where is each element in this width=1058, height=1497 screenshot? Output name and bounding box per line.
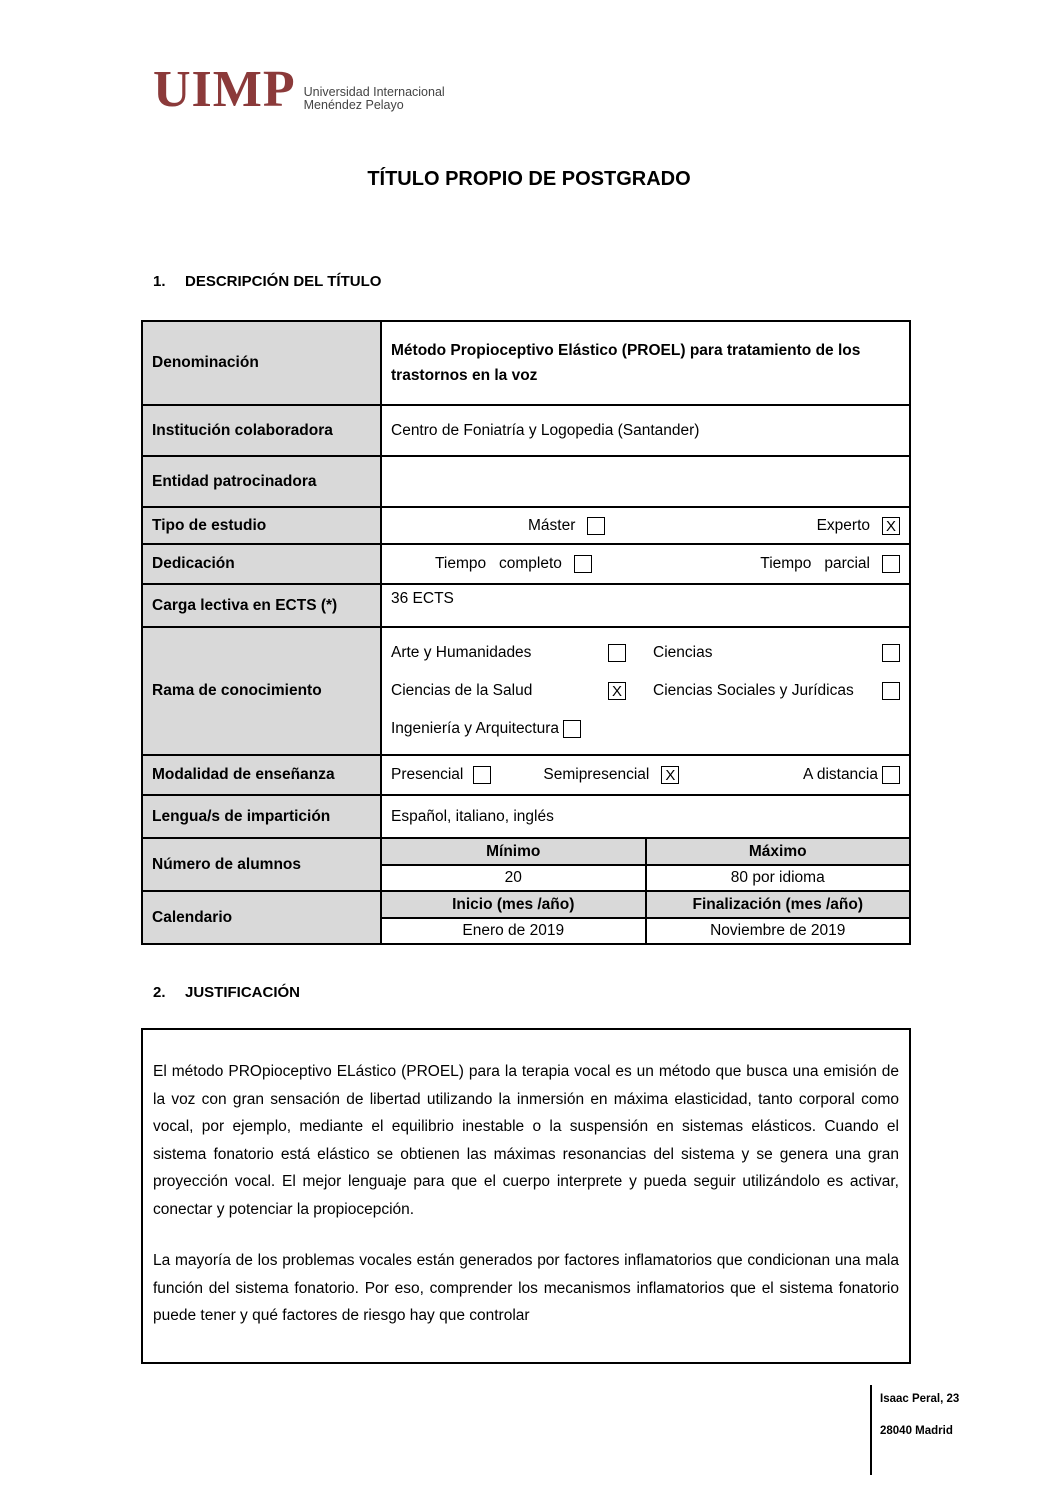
option-ingenieria: Ingeniería y Arquitectura (391, 720, 560, 737)
section-1-heading (153, 273, 381, 290)
row-denominacion (142, 321, 910, 405)
logo-mark: UIMP (153, 61, 296, 118)
uimp-logo (153, 61, 445, 118)
row-tipo-estudio (142, 507, 910, 544)
logo-line-1: Universidad Internacional (303, 85, 445, 99)
row-rama (142, 627, 910, 755)
label-calendario: Calendario (142, 891, 381, 944)
row-dedicacion (142, 544, 910, 584)
option-distancia: A distancia (803, 766, 878, 783)
section-1-number: 1. (153, 273, 166, 290)
row-institucion (142, 405, 910, 456)
title-description-table (141, 320, 911, 945)
footer-address (870, 1385, 959, 1475)
justification-box (141, 1028, 911, 1364)
section-2-number: 2. (153, 984, 166, 1001)
justification-paragraph-1: El método PROpioceptivo ELástico (PROEL) para la terapia vocal es un método que busca una emisión de la voz con gran sensación de libertad utilizando la inmersión en máxima elasticidad, tanto corporal como vocal, por ejemplo, mediante el equilibrio inestable o la suspensión en sistemas elásticos. Cuando el sistema fonatorio está elástico se obtienen las máximas resonancias del sistema y se genera una gran proyección vocal. El mejor lenguaje para que el cuerpo interprete y pueda seguir utilizándolo es activar, conectar y potenciar la propiocepción. (153, 1063, 899, 1218)
header-minimo: Mínimo (382, 839, 646, 865)
row-carga-lectiva (142, 584, 910, 627)
label-institucion: Institución colaboradora (142, 405, 381, 456)
label-entidad: Entidad patrocinadora (142, 456, 381, 507)
section-2-title: JUSTIFICACIÓN (185, 984, 301, 1001)
label-tipo-estudio: Tipo de estudio (142, 507, 381, 544)
option-presencial: Presencial (391, 766, 464, 783)
checkbox-semipresencial[interactable]: X (661, 766, 679, 784)
header-finalizacion: Finalización (mes /año) (646, 892, 910, 918)
value-modalidad (381, 755, 910, 795)
option-master: Máster (528, 516, 576, 534)
logo-text (304, 86, 445, 112)
option-experto: Experto (816, 516, 870, 534)
document-title: TÍTULO PROPIO DE POSTGRADO (367, 168, 691, 190)
checkbox-arte[interactable] (608, 644, 626, 662)
row-entidad (142, 456, 910, 507)
option-arte: Arte y Humanidades (391, 644, 532, 661)
value-carga-lectiva: 36 ECTS (381, 584, 910, 627)
value-entidad (381, 456, 910, 507)
value-institucion: Centro de Foniatría y Logopedia (Santander) (381, 405, 910, 456)
header-inicio: Inicio (mes /año) (382, 892, 646, 918)
value-calendario (381, 891, 910, 944)
label-carga-lectiva: Carga lectiva en ECTS (*) (142, 584, 381, 627)
value-lengua: Español, italiano, inglés (381, 795, 910, 838)
row-alumnos (142, 838, 910, 891)
checkbox-tiempo-parcial[interactable] (882, 555, 900, 573)
value-rama (381, 627, 910, 755)
checkbox-salud[interactable]: X (608, 682, 626, 700)
label-rama: Rama de conocimiento (142, 627, 381, 755)
value-dedicacion (381, 544, 910, 584)
checkbox-presencial[interactable] (473, 766, 491, 784)
option-tiempo-completo: Tiempo completo (435, 555, 562, 572)
value-inicio: Enero de 2019 (382, 918, 646, 943)
checkbox-master[interactable] (587, 517, 605, 535)
footer-street: Isaac Peral, 23 (880, 1393, 960, 1405)
checkbox-experto[interactable]: X (882, 517, 900, 535)
label-alumnos: Número de alumnos (142, 838, 381, 891)
label-denominacion: Denominación (142, 321, 381, 405)
label-dedicacion: Dedicación (142, 544, 381, 584)
row-modalidad (142, 755, 910, 795)
option-ciencias: Ciencias (653, 644, 713, 661)
option-salud: Ciencias de la Salud (391, 682, 533, 699)
header-maximo: Máximo (646, 839, 910, 865)
checkbox-sociales[interactable] (882, 682, 900, 700)
value-denominacion: Método Propioceptivo Elástico (PROEL) para tratamiento de los trastornos en la voz (381, 321, 910, 405)
justification-paragraph-2: La mayoría de los problemas vocales están generados por factores inflamatorios que condicionan una mala función del sistema fonatorio. Por eso, comprender los mecanismos inflamatorios que el sistema fonatorio puede tener y qué factores de riesgo hay que controlar (153, 1252, 899, 1324)
checkbox-ciencias[interactable] (882, 644, 900, 662)
value-finalizacion: Noviembre de 2019 (710, 922, 846, 939)
checkbox-tiempo-completo[interactable] (574, 555, 592, 573)
value-tipo-estudio (381, 507, 910, 544)
value-minimo: 20 (382, 865, 646, 890)
section-2-heading (153, 984, 300, 1001)
row-lengua (142, 795, 910, 838)
checkbox-distancia[interactable] (882, 766, 900, 784)
option-tiempo-parcial: Tiempo parcial (760, 555, 870, 572)
value-maximo: 80 por idioma (730, 869, 825, 886)
label-lengua: Lengua/s de impartición (142, 795, 381, 838)
label-modalidad: Modalidad de enseñanza (142, 755, 381, 795)
value-alumnos (381, 838, 910, 891)
footer-city: 28040 Madrid (880, 1425, 953, 1437)
section-1-title: DESCRIPCIÓN DEL TÍTULO (185, 273, 382, 290)
logo-line-2: Menéndez Pelayo (303, 98, 404, 112)
option-sociales: Ciencias Sociales y Jurídicas (653, 682, 854, 699)
row-calendario (142, 891, 910, 944)
option-semipresencial: Semipresencial (543, 766, 650, 783)
checkbox-ingenieria[interactable] (563, 720, 581, 738)
